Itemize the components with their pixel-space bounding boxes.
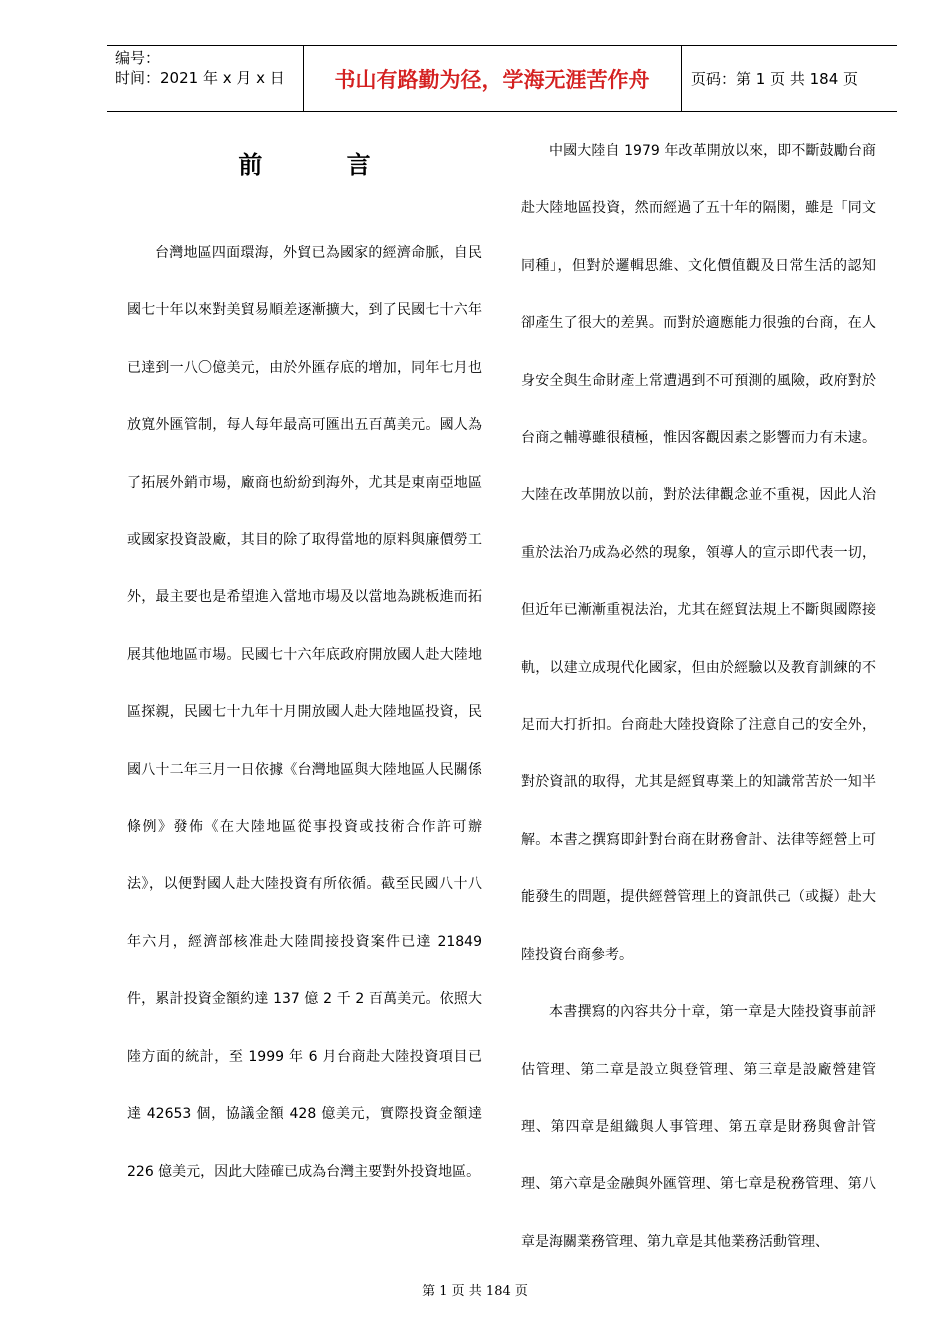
left-column — [127, 140, 482, 1201]
right-column — [521, 123, 876, 1271]
paragraph: 台灣地區四面環海，外貿已為國家的經濟命脈，自民國七十年以來對美貿易順差逐漸擴大，到了民國七十六年已達到一八〇億美元，由於外匯存底的增加，同年七月也放寬外匯管制，每人每年最高可匯出五百萬美元。國人為了拓展外銷市場，廠商也紛紛到海外，尤其是東南亞地區或國家投資設廠，其目的除了取得當地的原料與廉價勞工外，最主要也是希望進入當地市場及以當地為跳板進而拓展其他地區市場。民國七十六年底政府開放國人赴大陸地區探親，民國七十九年十月開放國人赴大陸地區投資，民國八十二年三月一日依據《台灣地區與大陸地區人民關係條例》發佈《在大陸地區從事投資或技術合作許可辦法》，以便對國人赴大陸投資有所依循。截至民國八十八年六月，經濟部核准赴大陸間接投資案件已達 21849 件，累計投資金額約達 137 億 2 千 2 百萬美元。依照大陸方面的統計，至 1999 年 6 月台商赴大陸投資項目已達 42653 個，協議金額 428 億美元，實際投資金額達 226 億美元，因此大陸確已成為台灣主要對外投資地區。 — [127, 245, 482, 1180]
number-label: 编号： — [115, 49, 161, 67]
page-header — [107, 45, 897, 112]
page-footer: 第 1 页 共 184 页 — [422, 1284, 528, 1299]
header-meta — [115, 48, 285, 88]
header-page-info: 页码：第 1 页 共 184 页 — [691, 70, 859, 88]
time-label: 时间：2021 年 x 月 x 日 — [115, 69, 285, 87]
header-motto: 书山有路勤为径，学海无涯苦作舟 — [334, 66, 650, 92]
paragraph: 本書撰寫的內容共分十章，第一章是大陸投資事前評估管理、第二章是設立與登管理、第三章是設廠營建管理、第四章是組織與人事管理、第五章是財務與會計管理、第六章是金融與外匯管理、第七章是稅務管理、第八章是海關業務管理、第九章是其他業務活動管理、 — [521, 1004, 876, 1250]
paragraph: 中國大陸自 1979 年改革開放以來，即不斷鼓勵台商赴大陸地區投資，然而經過了五十年的隔閡，雖是「同文同種」，但對於邏輯思維、文化價值觀及日常生活的認知卻產生了很大的差異。而對於適應能力很強的台商，在人身安全與生命財產上常遭遇到不可預測的風險，政府對於台商之輔導雖很積極，惟因客觀因素之影響而力有未逮。大陸在改革開放以前，對於法律觀念並不重視，因此人治重於法治乃成為必然的現象，領導人的宣示即代表一切，但近年已漸漸重視法治，尤其在經貿法規上不斷與國際接軌，以建立成現代化國家，但由於經驗以及教育訓練的不足而大打折扣。台商赴大陸投資除了注意自己的安全外，對於資訊的取得，尤其是經貿專業上的知識常苦於一知半解。本書之撰寫即針對台商在財務會計、法律等經營上可能發生的問題，提供經營管理上的資訊供己（或擬）赴大陸投資台商參考。 — [521, 143, 876, 963]
section-title: 前 言 — [238, 150, 409, 179]
